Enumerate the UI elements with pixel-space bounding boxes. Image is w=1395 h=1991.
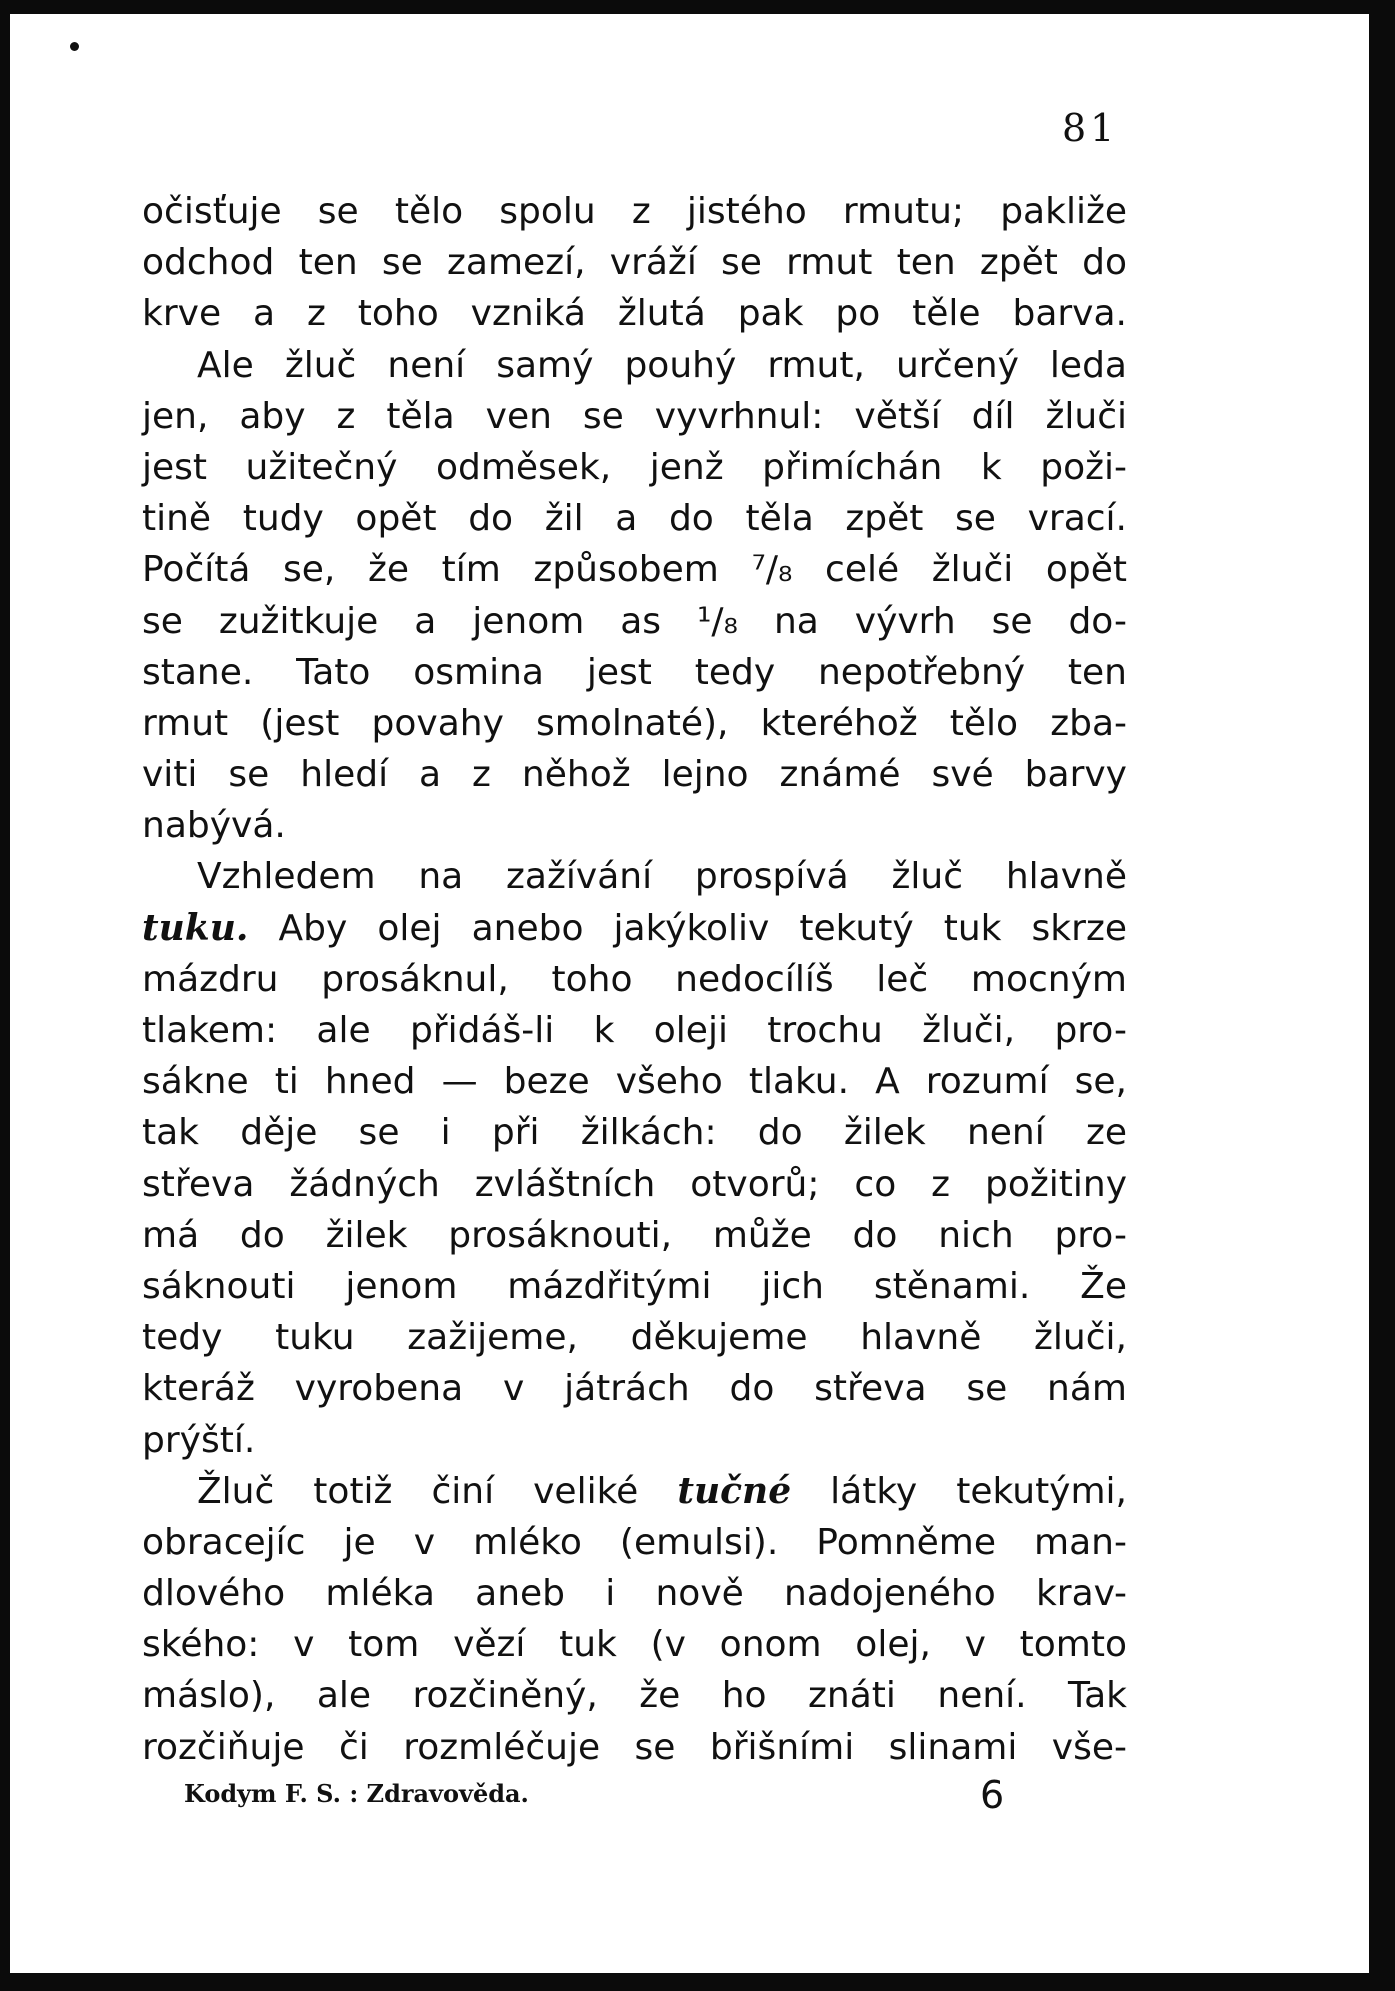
text-line: jest užitečný odměsek, jenž přimíchán k poži- [142,446,1127,488]
text-line: se zužitkuje a jenom as ¹/₈ na vývrh se do- [142,600,1127,642]
scan-border-bottom [0,1973,1395,1991]
text-line: Počítá se, že tím způsobem ⁷/₈ celé žluči opět [142,549,1127,591]
italic-term: tuku. [142,906,249,949]
text-run: látky tekutými, [791,1470,1127,1512]
text-line: ského: v tom vězí tuk (v onom olej, v tomto [142,1624,1127,1666]
footer-reference: Kodym F. S. : Zdravověda. [184,1779,529,1808]
text-line: prýští. [142,1419,256,1461]
scan-border-left [0,0,10,1991]
scan-border-right [1369,0,1395,1991]
text-line: Ale žluč není samý pouhý rmut, určený leda [197,344,1127,386]
text-line [142,1466,1127,1517]
text-line: má do žilek prosáknouti, může do nich pro- [142,1214,1127,1256]
italic-term: tučné [677,1469,792,1512]
text-line: máslo), ale rozčiněný, že ho znáti není. Tak [142,1675,1127,1717]
text-line [142,903,1127,954]
text-line: očisťuje se tělo spolu z jistého rmutu; pakliže [142,191,1127,232]
text-run: Aby olej anebo jakýkoliv tekutý tuk skrze [248,907,1127,949]
text-line: nabývá. [142,805,286,847]
text-line: stane. Tato osmina jest tedy nepotřebný ten [142,651,1127,693]
text-line: tině tudy opět do žil a do těla zpět se vrací. [142,498,1127,540]
text-line: dlového mléka aneb i nově nadojeného krav- [142,1573,1127,1615]
text-line: rmut (jest povahy smolnaté), kteréhož tělo zba- [142,702,1127,744]
text-line: sákne ti hned — beze všeho tlaku. A rozumí se, [142,1061,1127,1103]
text-line: tedy tuku zažijeme, děkujeme hlavně žluči, [142,1317,1127,1359]
text-line: odchod ten se zamezí, vráží se rmut ten zpět do [142,242,1127,284]
text-line: rozčiňuje či rozmléčuje se břišními slinami vše- [142,1726,1127,1768]
signature-mark: 6 [980,1773,1005,1817]
text-line: sáknouti jenom mázdřitými jich stěnami. Že [142,1265,1127,1307]
ink-dot [70,42,79,51]
text-line: tlakem: ale přidáš-li k oleji trochu žluči, pro- [142,1010,1127,1051]
text-run: Žluč totiž činí veliké [197,1470,678,1512]
text-line: kteráž vyrobena v játrách do střeva se nám [142,1368,1127,1410]
text-line: tak děje se i při žilkách: do žilek není ze [142,1112,1127,1154]
text-line: viti se hledí a z něhož lejno známé své barvy [142,754,1127,796]
text-line: obracejíc je v mléko (emulsi). Pomněme man- [142,1521,1127,1563]
scan-border-top [0,0,1395,14]
text-line: střeva žádných zvláštních otvorů; co z požitiny [142,1163,1127,1205]
text-line: jen, aby z těla ven se vyvrhnul: větší díl žluči [142,395,1127,437]
text-line: Vzhledem na zažívání prospívá žluč hlavně [197,856,1127,898]
text-line: krve a z toho vzniká žlutá pak po těle barva. [142,293,1127,335]
page-number: 81 [1062,106,1119,150]
body-text [142,186,1127,1773]
text-line: mázdru prosáknul, toho nedocílíš leč mocným [142,958,1127,1000]
